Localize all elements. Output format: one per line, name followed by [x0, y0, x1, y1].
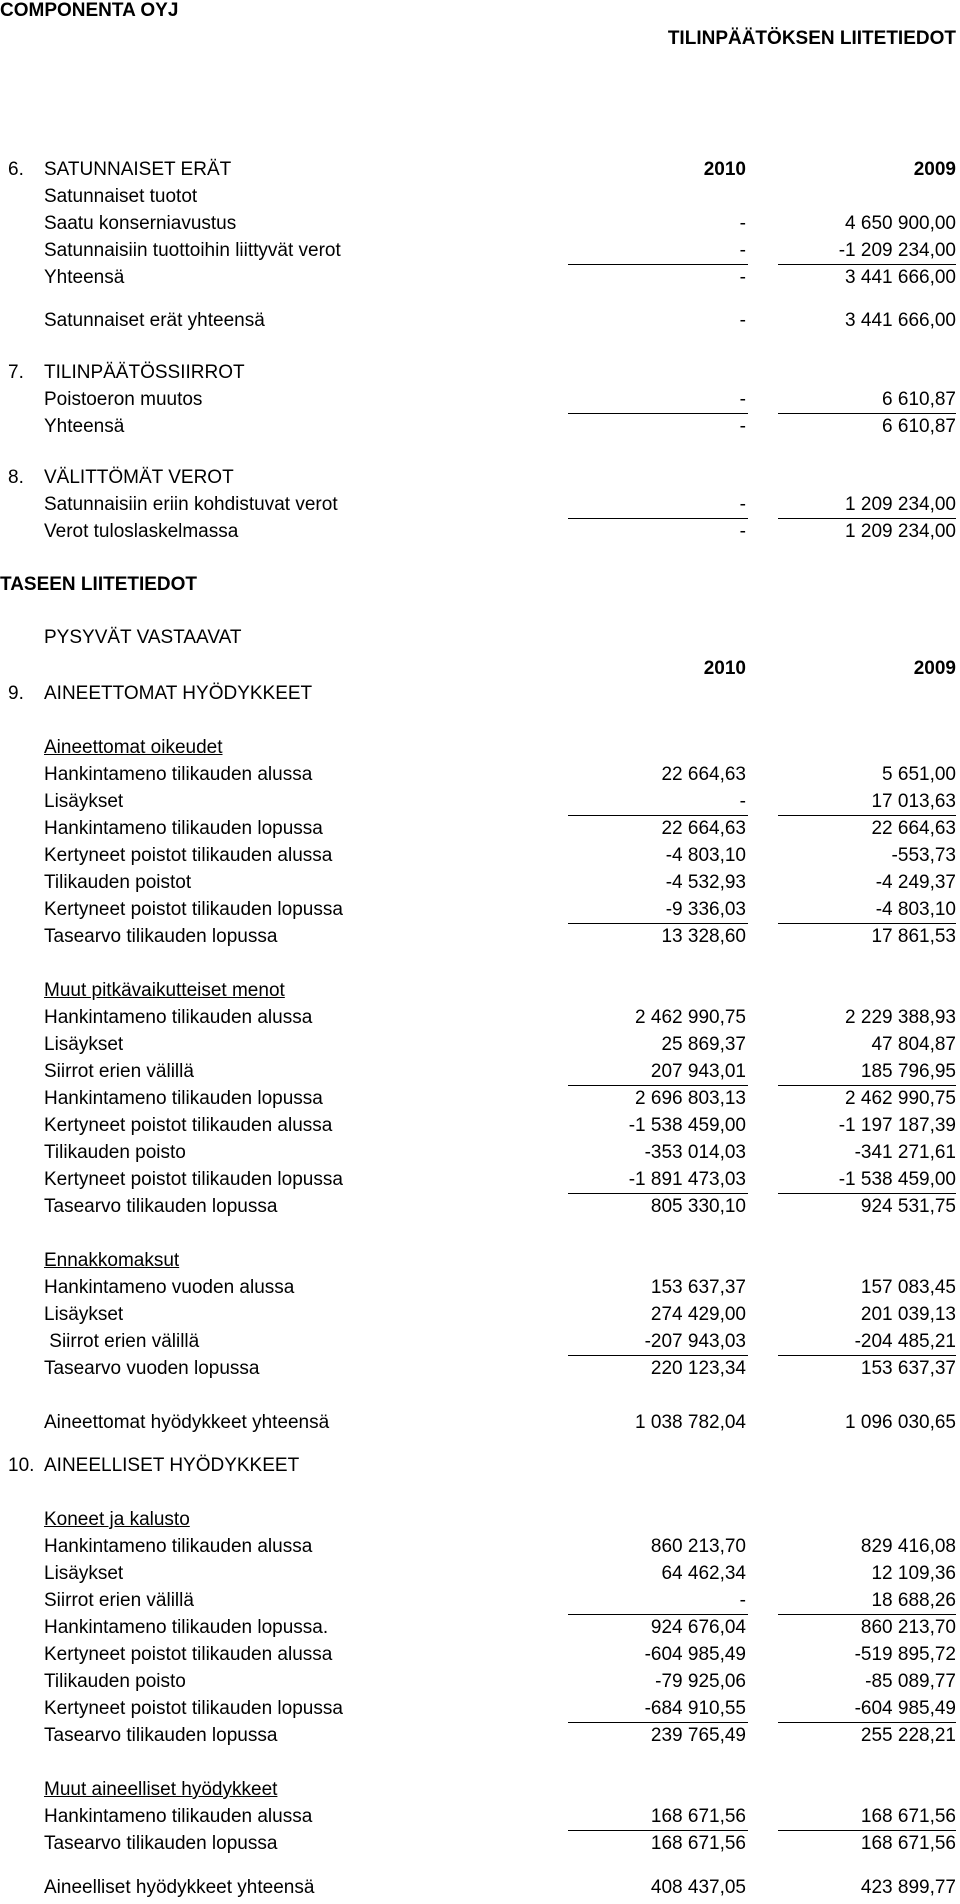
group-title: Ennakkomaksut	[44, 1250, 180, 1271]
divider-line	[778, 1355, 956, 1356]
value-2009: 201 039,13	[860, 1304, 956, 1325]
divider-line	[778, 264, 956, 265]
row-label: Satunnaiset erät yhteensä	[44, 310, 265, 331]
divider-line	[778, 1614, 956, 1615]
row-label: Tasearvo tilikauden lopussa	[44, 1833, 278, 1854]
row-label: Kertyneet poistot tilikauden alussa	[44, 1115, 333, 1136]
year-header-2010: 2010	[703, 159, 746, 180]
divider-line	[568, 1355, 748, 1356]
group-title: Aineettomat oikeudet	[44, 737, 223, 758]
divider-line	[568, 1193, 748, 1194]
value-2010: -1 538 459,00	[628, 1115, 746, 1136]
total-value-2009: 423 899,77	[860, 1877, 956, 1898]
value-2009: 168 671,56	[860, 1806, 956, 1827]
row-label: Siirrot erien välillä	[44, 1590, 194, 1611]
value-2010: -	[739, 416, 746, 437]
row-label: Satunnaisiin tuottoihin liittyvät verot	[44, 240, 341, 261]
value-2010: -1 891 473,03	[628, 1169, 746, 1190]
row-label: Tasearvo vuoden lopussa	[44, 1358, 260, 1379]
divider-line	[778, 1193, 956, 1194]
row-label: Kertyneet poistot tilikauden lopussa	[44, 1698, 343, 1719]
total-label: Aineelliset hyödykkeet yhteensä	[44, 1877, 315, 1898]
value-2010: 64 462,34	[661, 1563, 746, 1584]
total-value-2009: 1 096 030,65	[845, 1412, 956, 1433]
document-title: TILINPÄÄTÖKSEN LIITETIEDOT	[667, 28, 956, 49]
value-2009: 4 650 900,00	[845, 213, 956, 234]
value-2010: 239 765,49	[650, 1725, 746, 1746]
divider-line	[568, 264, 748, 265]
row-label: Yhteensä	[44, 416, 125, 437]
value-2009: -85 089,77	[865, 1671, 956, 1692]
value-2010: 25 869,37	[661, 1034, 746, 1055]
row-label: Verot tuloslaskelmassa	[44, 521, 239, 542]
value-2009: -341 271,61	[854, 1142, 956, 1163]
value-2010: -604 985,49	[644, 1644, 746, 1665]
value-2010: 168 671,56	[650, 1833, 746, 1854]
value-2009: 17 861,53	[871, 926, 956, 947]
divider-line	[568, 815, 748, 816]
note-number: 6.	[8, 159, 24, 180]
value-2009: 153 637,37	[860, 1358, 956, 1379]
value-2010: -353 014,03	[644, 1142, 746, 1163]
value-2009: 255 228,21	[860, 1725, 956, 1746]
row-label: Tilikauden poistot	[44, 872, 192, 893]
note-number: 9.	[8, 683, 24, 704]
divider-line	[568, 923, 748, 924]
row-label: Lisäykset	[44, 791, 124, 812]
value-2010: 220 123,34	[650, 1358, 746, 1379]
balance-title: TASEEN LIITETIEDOT	[0, 574, 198, 595]
value-2010: -	[739, 389, 746, 410]
row-label: Saatu konserniavustus	[44, 213, 237, 234]
value-2010: -	[739, 240, 746, 261]
total-value-2010: 1 038 782,04	[635, 1412, 746, 1433]
value-2009: 3 441 666,00	[845, 267, 956, 288]
value-2010: 924 676,04	[650, 1617, 746, 1638]
value-2009: 2 229 388,93	[845, 1007, 956, 1028]
divider-line	[778, 1085, 956, 1086]
row-label: Hankintameno tilikauden alussa	[44, 1806, 313, 1827]
row-label: Hankintameno tilikauden alussa	[44, 764, 313, 785]
value-2010: -	[739, 791, 746, 812]
divider-line	[568, 518, 748, 519]
total-value-2010: 408 437,05	[650, 1877, 746, 1898]
value-2010: 2 462 990,75	[635, 1007, 746, 1028]
divider-line	[778, 815, 956, 816]
value-2009: -604 985,49	[854, 1698, 956, 1719]
note-title: VÄLITTÖMÄT VEROT	[44, 467, 234, 488]
row-label: Poistoeron muutos	[44, 389, 203, 410]
year-header-2009: 2009	[913, 658, 956, 679]
note-number: 8.	[8, 467, 24, 488]
row-label: Tilikauden poisto	[44, 1142, 186, 1163]
divider-line	[568, 1722, 748, 1723]
note-title: TILINPÄÄTÖSSIIRROT	[44, 362, 245, 383]
note-title: SATUNNAISET ERÄT	[44, 159, 232, 180]
value-2009: 924 531,75	[860, 1196, 956, 1217]
group-title: Koneet ja kalusto	[44, 1509, 190, 1530]
value-2010: -	[739, 310, 746, 331]
note-title: AINEELLISET HYÖDYKKEET	[44, 1455, 300, 1476]
value-2010: 168 671,56	[650, 1806, 746, 1827]
value-2010: -	[739, 521, 746, 542]
value-2010: -4 803,10	[665, 845, 746, 866]
row-label: Tasearvo tilikauden lopussa	[44, 1196, 278, 1217]
value-2009: 2 462 990,75	[845, 1088, 956, 1109]
value-2010: 153 637,37	[650, 1277, 746, 1298]
row-label: Lisäykset	[44, 1563, 124, 1584]
value-2009: 185 796,95	[860, 1061, 956, 1082]
row-label: Satunnaisiin eriin kohdistuvat verot	[44, 494, 338, 515]
value-2009: -4 249,37	[875, 872, 956, 893]
value-2010: 22 664,63	[661, 764, 746, 785]
value-2009: 47 804,87	[871, 1034, 956, 1055]
value-2010: -207 943,03	[644, 1331, 746, 1352]
divider-line	[778, 413, 956, 414]
divider-line	[778, 518, 956, 519]
value-2009: 1 209 234,00	[845, 494, 956, 515]
value-2010: 2 696 803,13	[635, 1088, 746, 1109]
value-2009: 1 209 234,00	[845, 521, 956, 542]
value-2010: -	[739, 267, 746, 288]
value-2010: 13 328,60	[661, 926, 746, 947]
row-label: Hankintameno tilikauden alussa	[44, 1536, 313, 1557]
value-2010: 860 213,70	[650, 1536, 746, 1557]
note-number: 7.	[8, 362, 24, 383]
row-label: Lisäykset	[44, 1304, 124, 1325]
value-2010: -	[739, 494, 746, 515]
value-2010: -79 925,06	[655, 1671, 746, 1692]
row-label: Kertyneet poistot tilikauden alussa	[44, 845, 333, 866]
year-header-2009: 2009	[913, 159, 956, 180]
divider-line	[568, 1830, 748, 1831]
value-2009: 18 688,26	[871, 1590, 956, 1611]
balance-subtitle: PYSYVÄT VASTAAVAT	[44, 627, 242, 648]
company-name: COMPONENTA OYJ	[0, 0, 179, 21]
value-2009: 17 013,63	[871, 791, 956, 812]
divider-line	[568, 1085, 748, 1086]
row-label: Siirrot erien välillä	[44, 1331, 200, 1352]
year-header-2010: 2010	[703, 658, 746, 679]
divider-line	[778, 923, 956, 924]
row-label: Yhteensä	[44, 267, 125, 288]
group-title: Muut aineelliset hyödykkeet	[44, 1779, 278, 1800]
value-2010: -	[739, 213, 746, 234]
value-2009: 22 664,63	[871, 818, 956, 839]
row-label: Lisäykset	[44, 1034, 124, 1055]
total-label: Aineettomat hyödykkeet yhteensä	[44, 1412, 330, 1433]
divider-line	[778, 1830, 956, 1831]
value-2010: 274 429,00	[650, 1304, 746, 1325]
value-2009: -4 803,10	[875, 899, 956, 920]
divider-line	[568, 1614, 748, 1615]
row-label: Hankintameno tilikauden lopussa	[44, 818, 323, 839]
value-2009: -204 485,21	[854, 1331, 956, 1352]
value-2009: 168 671,56	[860, 1833, 956, 1854]
row-label: Kertyneet poistot tilikauden lopussa	[44, 1169, 343, 1190]
value-2009: 860 213,70	[860, 1617, 956, 1638]
row-label: Hankintameno tilikauden lopussa.	[44, 1617, 329, 1638]
divider-line	[568, 413, 748, 414]
value-2009: 829 416,08	[860, 1536, 956, 1557]
value-2009: 12 109,36	[871, 1563, 956, 1584]
group-title: Muut pitkävaikutteiset menot	[44, 980, 285, 1001]
value-2009: 5 651,00	[882, 764, 956, 785]
value-2009: 6 610,87	[882, 389, 956, 410]
value-2009: 3 441 666,00	[845, 310, 956, 331]
value-2010: -684 910,55	[644, 1698, 746, 1719]
section-subtitle: Satunnaiset tuotot	[44, 186, 198, 207]
row-label: Kertyneet poistot tilikauden lopussa	[44, 899, 343, 920]
row-label: Siirrot erien välillä	[44, 1061, 194, 1082]
note-number: 10.	[8, 1455, 35, 1476]
value-2009: -1 197 187,39	[838, 1115, 956, 1136]
value-2009: 157 083,45	[860, 1277, 956, 1298]
value-2009: -519 895,72	[854, 1644, 956, 1665]
row-label: Hankintameno tilikauden lopussa	[44, 1088, 323, 1109]
row-label: Tasearvo tilikauden lopussa	[44, 926, 278, 947]
note-title: AINEETTOMAT HYÖDYKKEET	[44, 683, 313, 704]
value-2009: -1 209 234,00	[838, 240, 956, 261]
value-2010: -9 336,03	[665, 899, 746, 920]
value-2010: 805 330,10	[650, 1196, 746, 1217]
row-label: Kertyneet poistot tilikauden alussa	[44, 1644, 333, 1665]
value-2009: 6 610,87	[882, 416, 956, 437]
value-2010: -	[739, 1590, 746, 1611]
row-label: Tilikauden poisto	[44, 1671, 186, 1692]
value-2010: -4 532,93	[665, 872, 746, 893]
value-2009: -553,73	[891, 845, 956, 866]
value-2010: 22 664,63	[661, 818, 746, 839]
row-label: Tasearvo tilikauden lopussa	[44, 1725, 278, 1746]
value-2009: -1 538 459,00	[838, 1169, 956, 1190]
divider-line	[778, 1722, 956, 1723]
row-label: Hankintameno tilikauden alussa	[44, 1007, 313, 1028]
row-label: Hankintameno vuoden alussa	[44, 1277, 295, 1298]
value-2010: 207 943,01	[650, 1061, 746, 1082]
